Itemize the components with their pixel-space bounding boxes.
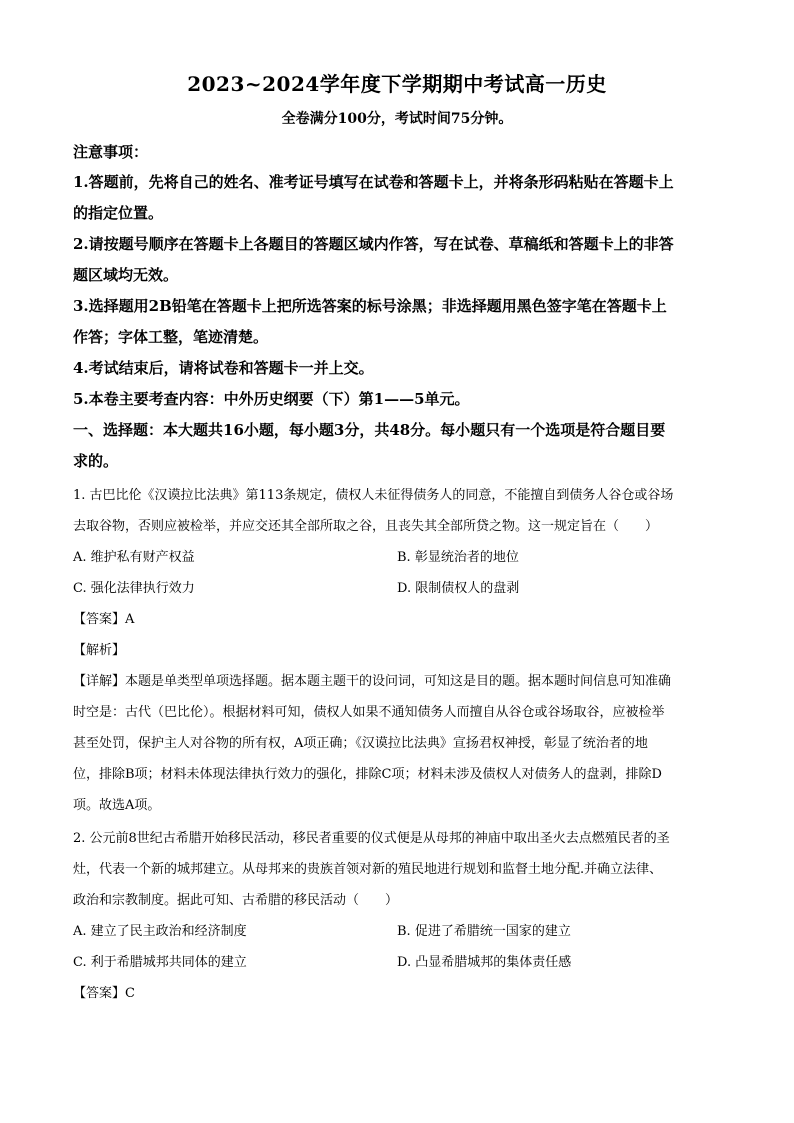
q2-answer <box>73 982 733 1001</box>
answer-value: A <box>125 612 135 627</box>
notice-line: 3.选择题用2B铅笔在答题卡上把所选答案的标号涂黑；非选择题用黑色签字笔在答题卡上 <box>73 297 667 315</box>
notice-line: 2.请按题号顺序在答题卡上各题目的答题区域内作答，写在试卷、草稿纸和答题卡上的非答 <box>73 235 674 253</box>
answer-value: C <box>125 986 135 1001</box>
question-2-stem: 2. 公元前8世纪古希腊开始移民活动，移民者重要的仪式便是从母邦的神庙中取出圣火去点燃殖民者的圣 <box>73 831 670 846</box>
q2-option-b: B. 促进了希腊统一国家的建立 <box>397 924 571 939</box>
q1-detail-line: 位，排除B项；材料未体现法律执行效力的强化，排除C项；材料未涉及债权人对债务人的盘剥，排除D <box>73 767 662 782</box>
notice-line: 1.答题前，先将自己的姓名、准考证号填写在试卷和答题卡上，并将条形码粘贴在答题卡上 <box>73 173 674 191</box>
question-2-stem: 政治和宗教制度。据此可知、古希腊的移民活动（ ） <box>73 893 399 908</box>
q1-detail <box>73 670 733 689</box>
q1-analysis-label: 【解析】 <box>73 643 126 658</box>
notice-line: 的指定位置。 <box>73 204 164 222</box>
notice-line: 5.本卷主要考查内容：中外历史纲要（下）第1——5单元。 <box>73 390 470 408</box>
answer-label: 【答案】 <box>73 612 126 627</box>
notice-line: 4.考试结束后，请将试卷和答题卡一并上交。 <box>73 359 374 377</box>
page-title: 2023~2024学年度下学期期中考试高一历史 <box>187 72 607 96</box>
q1-option-b: B. 彰显统治者的地位 <box>397 550 519 565</box>
question-1-stem: 1. 古巴比伦《汉谟拉比法典》第113条规定，债权人未征得债务人的同意，不能擅自到债务人谷仓或谷场 <box>73 488 674 503</box>
question-1-stem: 去取谷物，否则应被检举，并应交还其全部所取之谷，且丧失其全部所贷之物。这一规定旨在（ ） <box>73 519 659 534</box>
q2-option-c: C. 利于希腊城邦共同体的建立 <box>73 955 247 970</box>
q1-answer <box>73 608 733 627</box>
notice-heading: 注意事项： <box>73 143 149 161</box>
q1-option-d: D. 限制债权人的盘剥 <box>397 581 520 596</box>
section-heading: 求的。 <box>73 452 119 470</box>
q2-option-a: A. 建立了民主政治和经济制度 <box>73 924 247 939</box>
exam-subtitle: 全卷满分100分，考试时间75分钟。 <box>281 111 513 127</box>
question-2-stem: 灶，代表一个新的城邦建立。从母邦来的贵族首领对新的殖民地进行规划和监督土地分配.并确立法律、 <box>73 862 663 877</box>
answer-label: 【答案】 <box>73 986 126 1001</box>
q1-detail-line: 甚至处罚，保护主人对谷物的所有权，A项正确；《汉谟拉比法典》宣扬君权神授，彰显了统治者的地 <box>73 736 648 751</box>
detail-text: 本题是单类型单项选择题。据本题主题干的设问词，可知这是目的题。据本题时间信息可知准确 <box>125 674 672 689</box>
detail-label: 【详解】 <box>73 674 126 689</box>
q1-option-a: A. 维护私有财产权益 <box>73 550 195 565</box>
q1-option-c: C. 强化法律执行效力 <box>73 581 195 596</box>
q1-detail-line: 时空是：古代（巴比伦）。根据材料可知，债权人如果不通知债务人而擅自从谷仓或谷场取谷，应被检举 <box>73 705 665 720</box>
q1-detail-line: 项。故选A项。 <box>73 798 161 813</box>
notice-line: 作答；字体工整，笔迹清楚。 <box>73 328 269 346</box>
section-heading: 一、选择题：本大题共16小题，每小题3分，共48分。每小题只有一个选项是符合题目要 <box>73 421 666 439</box>
q2-option-d: D. 凸显希腊城邦的集体责任感 <box>397 955 572 970</box>
notice-line: 题区域均无效。 <box>73 266 179 284</box>
